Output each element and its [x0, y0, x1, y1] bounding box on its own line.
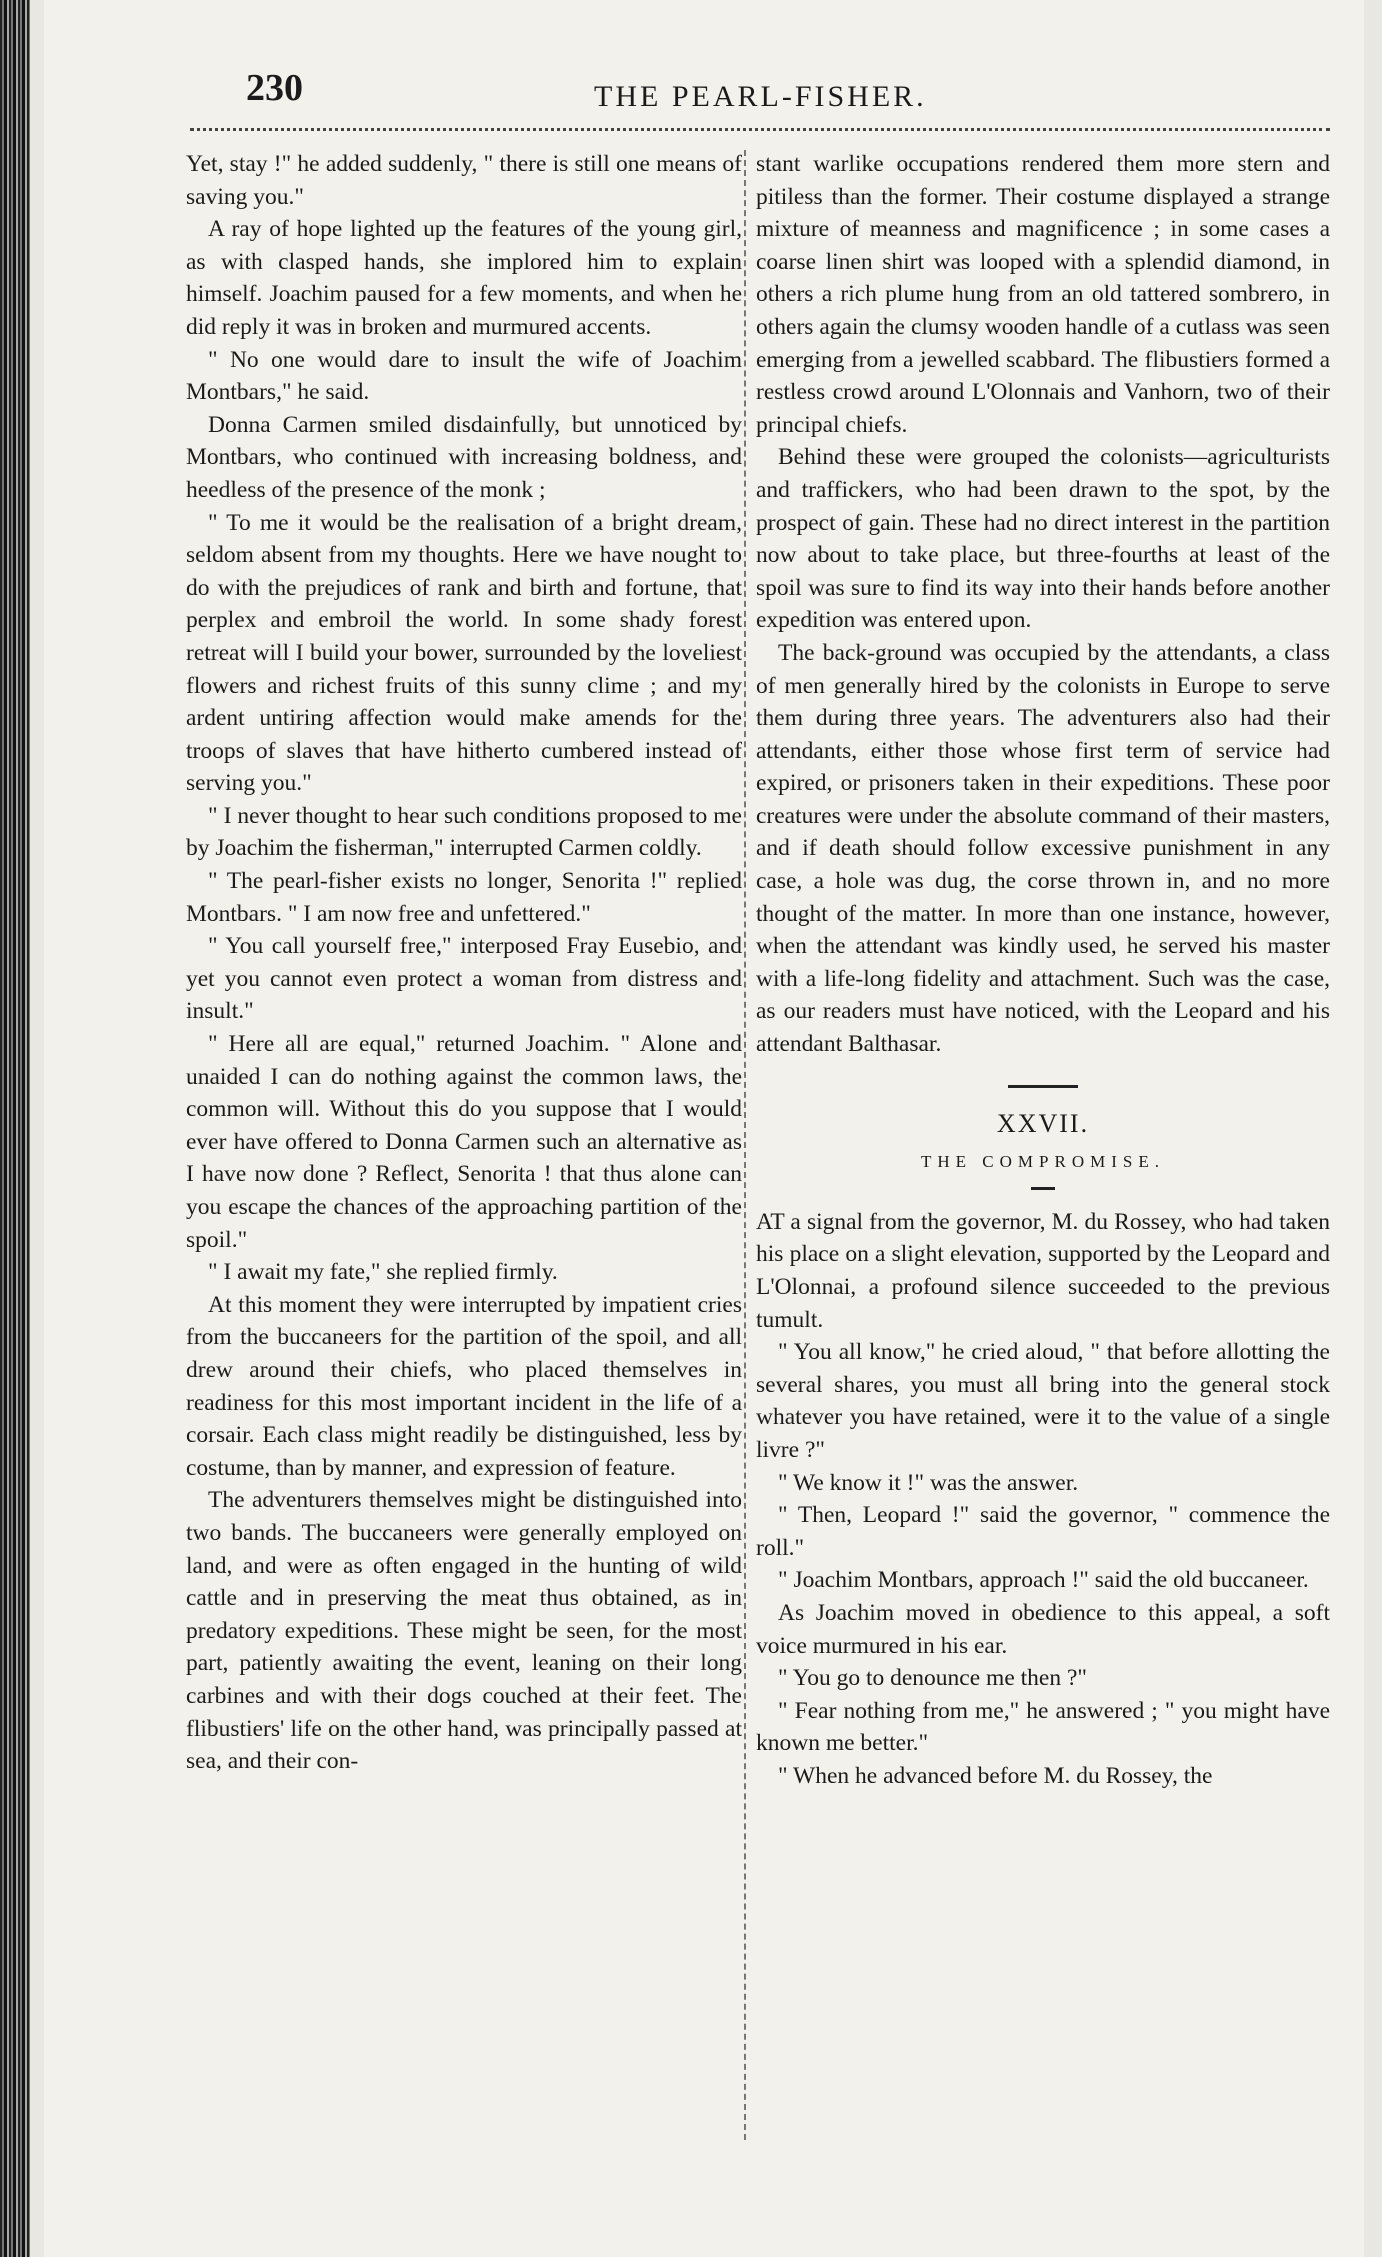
paragraph: As Joachim moved in obedience to this appeal, a soft voice murmured in his ear.: [756, 1599, 1330, 1659]
paragraph: AT a signal from the governor, M. du Rossey, who had taken his place on a slight elevation, supported by the Leopard and L'Olonnai, a profound silence succeeded to the previous tumult.: [756, 1208, 1330, 1333]
paragraph: Donna Carmen smiled disdainfully, but unnoticed by Montbars, who continued with increasing boldness, and heedless of the presence of the monk ;: [186, 411, 742, 503]
header-rule: [190, 128, 1330, 131]
paragraph: " I await my fate," she replied firmly.: [208, 1259, 558, 1286]
page-header: [194, 66, 1364, 126]
right-column: [756, 148, 1330, 1793]
paragraph: " You call yourself free," interposed Fray Eusebio, and yet you cannot even protect a woman from distress and insult.": [186, 933, 742, 1025]
paragraph: " You all know," he cried aloud, " that before allotting the several shares, you must all bring into the general stock whatever you have retained, were it to the value of a single livre ?": [756, 1339, 1330, 1463]
paragraph: At this moment they were interrupted by impatient cries from the buccaneers for the partition of the spoil, and all drew around their chiefs, who placed themselves in readiness for this most important incident in the life of a corsair. Each class might readily be distinguished, less by costume, than by manner, and expression of feature.: [186, 1291, 742, 1481]
paragraph: " We know it !" was the answer.: [778, 1469, 1079, 1496]
paragraph: Yet, stay !" he added suddenly, " there is still one means of saving you.": [186, 151, 742, 210]
column-divider: [744, 150, 746, 2140]
paragraph: stant warlike occupations rendered them more stern and pitiless than the former. Their costume displayed a strange mixture of meanness and magnificence ; in some cases a coarse linen shirt was looped with a splendid diamond, in others a rich plume hung from an old tattered sombrero, in others again the clumsy wooden handle of a cutlass was seen emerging from a jewelled scabbard. The flibustiers formed a restless crowd around L'Olonnais and Vanhorn, two of their principal chiefs.: [756, 151, 1330, 438]
paragraph: " Joachim Montbars, approach !" said the old buccaneer.: [778, 1567, 1309, 1594]
page-number: 230: [246, 67, 303, 109]
paragraph: The back-ground was occupied by the attendants, a class of men generally hired by the colonists in Europe to serve them during three years. The adventurers also had their attendants, either those whose first term of service had expired, or prisoners taken in their expeditions. These poor creatures were under the absolute command of their masters, and if death should follow excessive punishment in any case, a hole was dug, the corse thrown in, and no more thought of the matter. In more than one instance, however, when the attendant was kindly used, he served his master with a life-long fidelity and attachment. Such was the case, as our readers must have noticed, with the Leopard and his attendant Balthasar.: [756, 639, 1330, 1058]
book-spine: [0, 0, 30, 2257]
paragraph: " Then, Leopard !" said the governor, " commence the roll.": [756, 1502, 1330, 1561]
running-title: THE PEARL-FISHER.: [594, 80, 927, 113]
paragraph: " To me it would be the realisation of a bright dream, seldom absent from my thoughts. Here we have nought to do with the prejudices of rank and birth and fortune, that perplex and embroil the world. In some shady forest retreat will I build your bower, surrounded by the loveliest flowers and richest fruits of this sunny clime ; and my ardent untiring affection would make amends for the troops of slaves that have hitherto cumbered instead of serving you.": [186, 509, 742, 797]
paragraph: The adventurers themselves might be distinguished into two bands. The buccaneers were generally employed on land, and were as often engaged in the hunting of wild cattle and in preserving the meat thus obtained, as in predatory expeditions. These might be seen, for the most part, patiently awaiting the event, leaning on their long carbines and with their dogs couched at their feet. The flibustiers' life on the other hand, was principally passed at sea, and their con-: [186, 1487, 742, 1775]
paragraph: Behind these were grouped the colonists—agriculturists and traffickers, who had been drawn to the spot, by the prospect of gain. These had no direct interest in the partition now about to take place, but three-fourths at least of the spoil was sure to find its way into their hands before another expedition was entered upon.: [756, 444, 1330, 634]
chapter-rule: [1031, 1187, 1055, 1190]
paragraph: " No one would dare to insult the wife of Joachim Montbars," he said.: [186, 346, 742, 406]
paragraph: " The pearl-fisher exists no longer, Senorita !" replied Montbars. " I am now free and unfettered.": [186, 868, 742, 927]
left-column: [186, 148, 742, 1778]
paragraph: " I never thought to hear such conditions proposed to me by Joachim the fisherman," interrupted Carmen coldly.: [186, 802, 742, 862]
paragraph: " Here all are equal," returned Joachim. " Alone and unaided I can do nothing against the common laws, the common will. Without this do you suppose that I would ever have offered to Donna Carmen such an alternative as I have now done ? Reflect, Senorita ! that thus alone can you escape the chances of the approaching partition of the spoil.": [186, 1031, 742, 1253]
paragraph: " You go to denounce me then ?": [778, 1665, 1087, 1692]
chapter-number: XXVII.: [996, 1108, 1090, 1138]
chapter-title: THE COMPROMISE.: [921, 1152, 1165, 1172]
paragraph: " Fear nothing from me," he answered ; " you might have known me better.": [756, 1697, 1330, 1757]
paragraph: " When he advanced before M. du Rossey, the: [778, 1762, 1213, 1789]
paragraph: A ray of hope lighted up the features of the young girl, as with clasped hands, she implored him to explain himself. Joachim paused for a few moments, and when he did reply it was in broken and murmured accents.: [186, 216, 742, 340]
section-rule: [1008, 1085, 1078, 1088]
